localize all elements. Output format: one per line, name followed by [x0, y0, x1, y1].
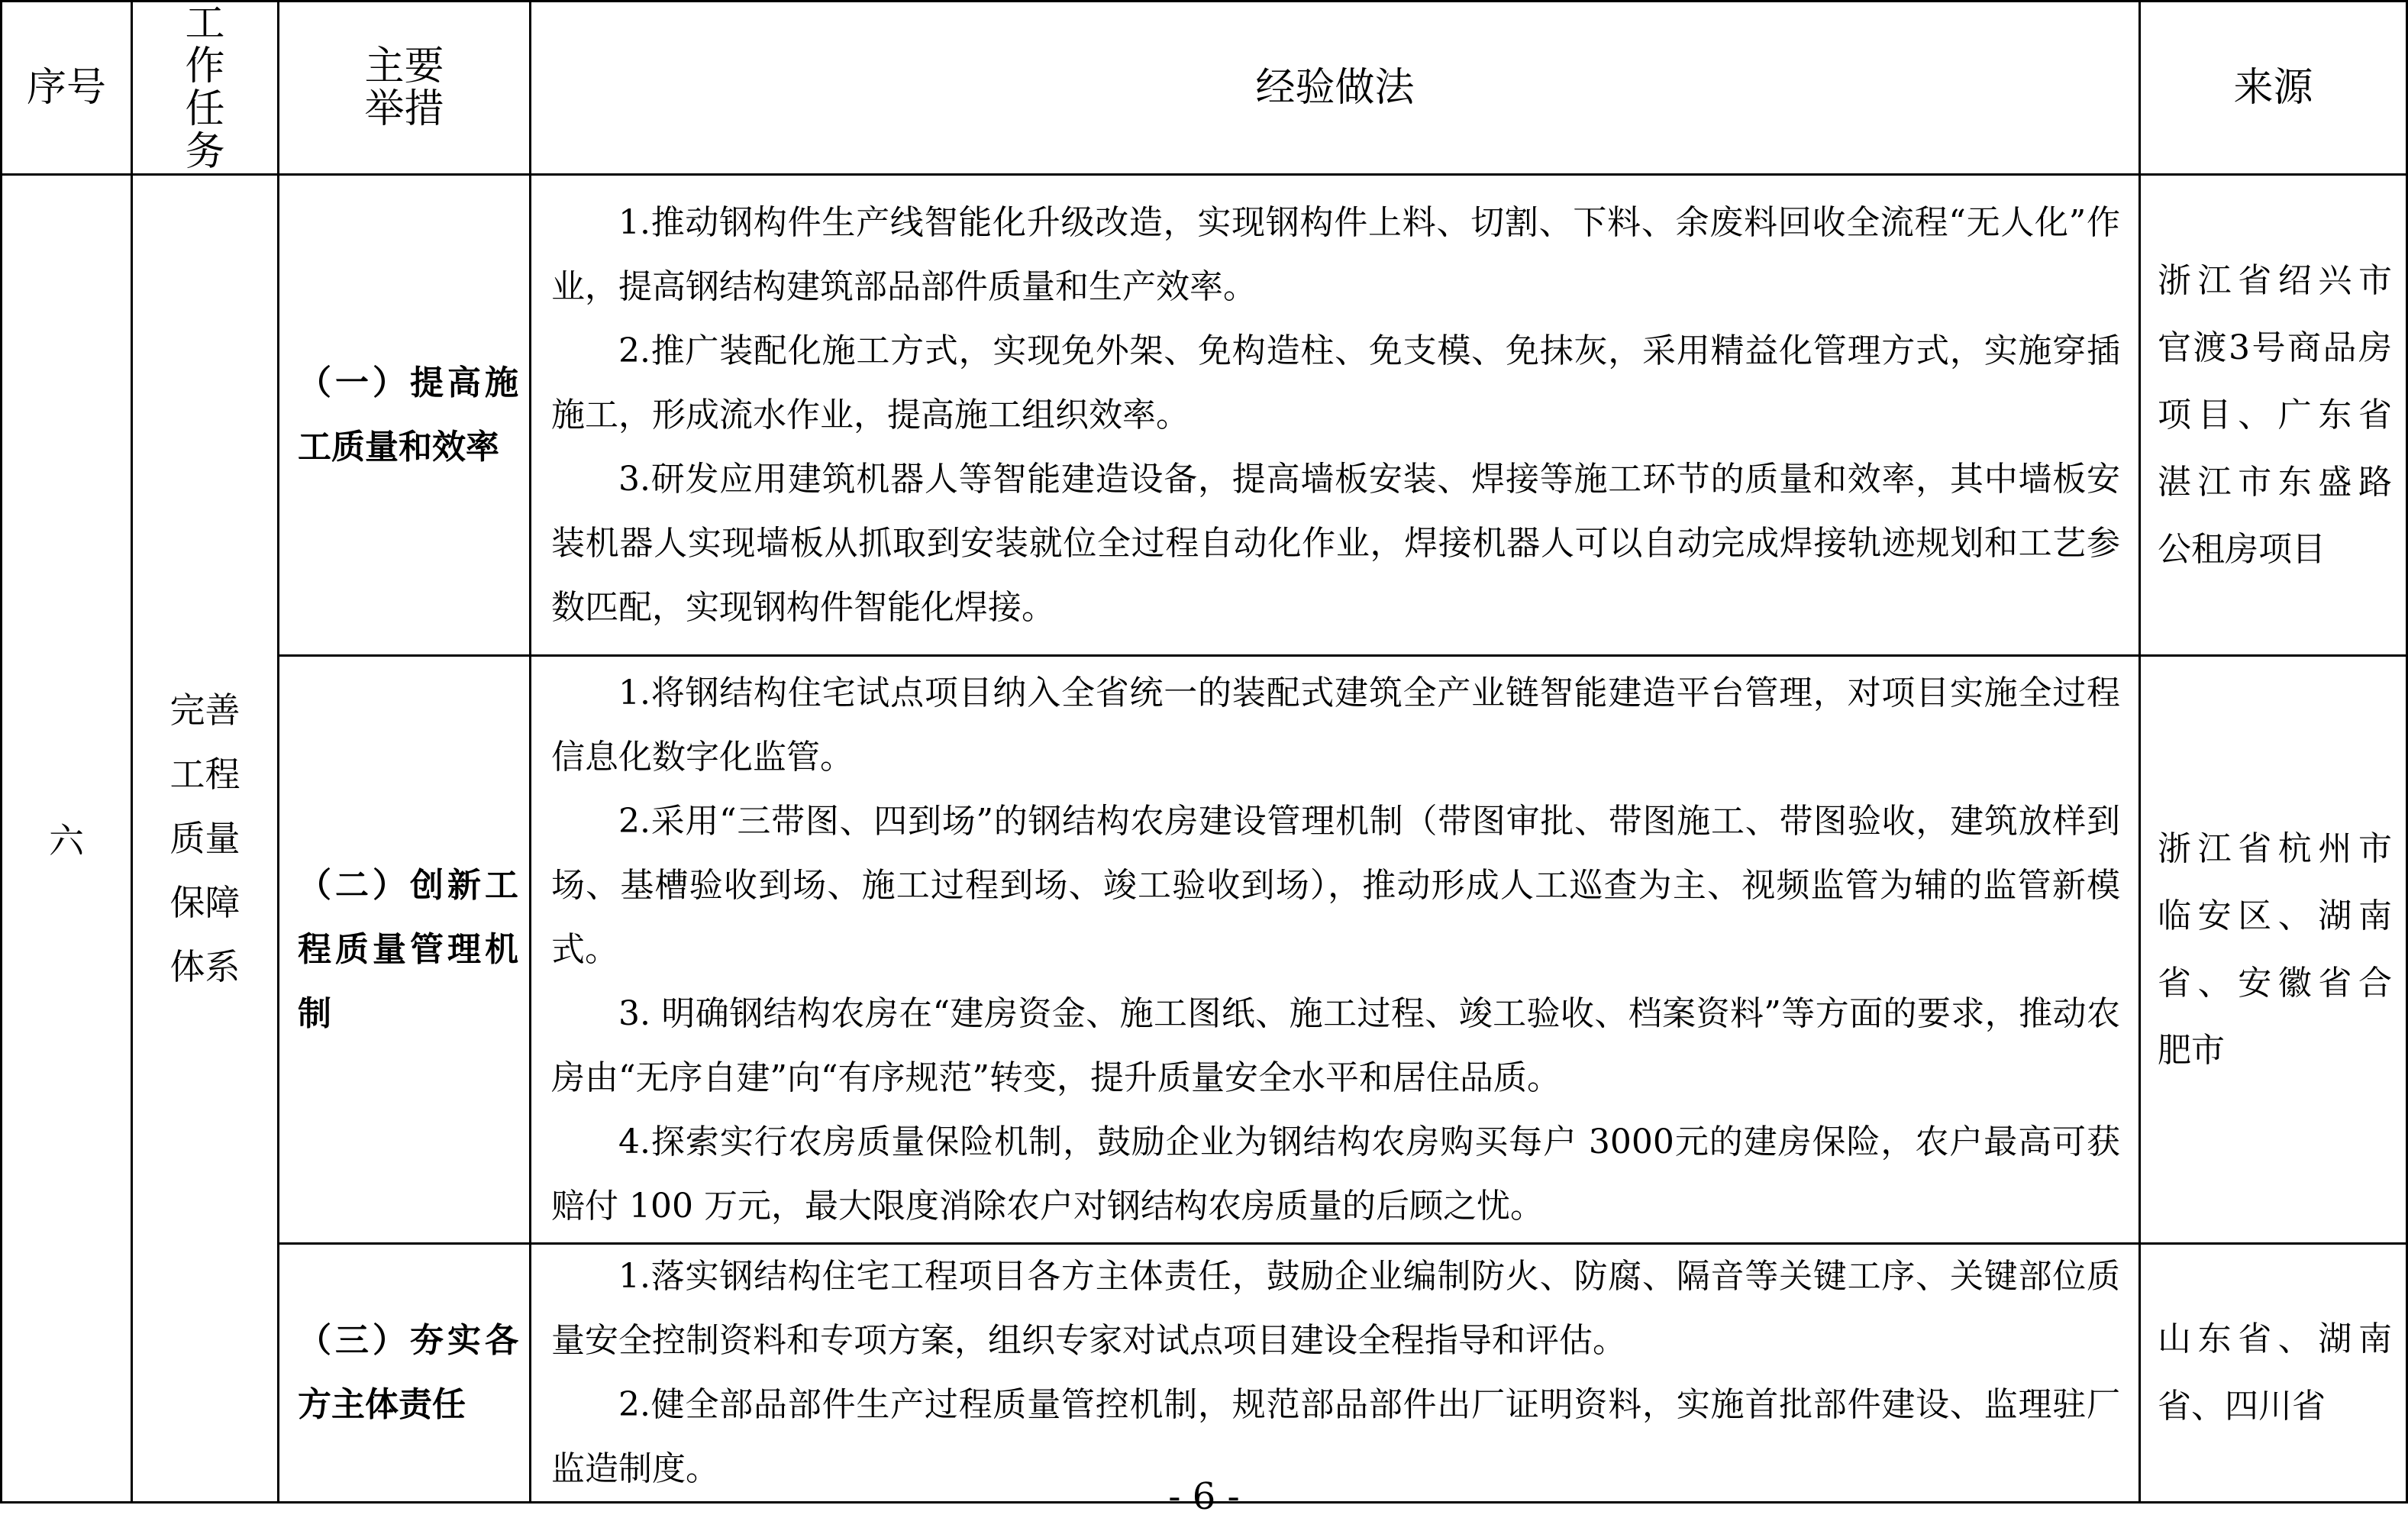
header-practice: 经验做法 [531, 2, 2140, 175]
practice-item: 1.将钢结构住宅试点项目纳入全省统一的装配式建筑全产业链智能建造平台管理，对项目实施全过程信息化数字化监管。 [551, 673, 2120, 777]
task-cell [132, 175, 279, 1503]
source-cell: 浙江省绍兴市官渡3号商品房项目、广东省湛江市东盛路公租房项目 [2140, 175, 2407, 656]
header-serial: 序号 [2, 2, 132, 175]
practice-item: 2.健全部品部件生产过程质量管控机制，规范部品部件出厂证明资料，实施首批部件建设、监理驻厂监造制度。 [551, 1385, 2120, 1488]
task-line: 工程 [169, 754, 240, 795]
practice-item: 4.探索实行农房质量保险机制，鼓励企业为钢结构农房购买每户 3000元的建房保险，农户最高可获赔付 100 万元，最大限度消除农户对钢结构农房质量的后顾之忧。 [551, 1122, 2120, 1226]
practice-item: 3.研发应用建筑机器人等智能建造设备，提高墙板安装、焊接等施工环节的质量和效率，其中墙板安装机器人实现墙板从抓取到安装就位全过程自动化作业，焊接机器人可以自动完成焊接轨迹规划和工艺参数匹配，实现钢构件智能化焊接。 [551, 459, 2120, 627]
task-line: 保障 [169, 882, 240, 923]
task-line: 质量 [169, 818, 240, 859]
measure-cell: （一）提高施工质量和效率 [279, 175, 531, 656]
table-row [2, 175, 2407, 656]
task-line: 完善 [169, 690, 240, 731]
source-cell: 山东省、湖南省、四川省 [2140, 1244, 2407, 1503]
header-source: 来源 [2140, 2, 2407, 175]
measure-cell: （二）创新工程质量管理机制 [279, 656, 531, 1244]
practice-cell [531, 656, 2140, 1244]
practice-item: 2.采用“三带图、四到场”的钢结构农房建设管理机制（带图审批、带图施工、带图验收，建筑放样到场、基槽验收到场、施工过程到场、竣工验收到场），推动形成人工巡查为主、视频监管为辅的监管新模式。 [551, 801, 2120, 969]
practice-item: 1.推动钢构件生产线智能化升级改造，实现钢构件上料、切割、下料、余废料回收全流程“无人化”作业，提高钢结构建筑部品部件质量和生产效率。 [551, 202, 2120, 306]
practice-item: 2.推广装配化施工方式，实现免外架、免构造柱、免支模、免抹灰，采用精益化管理方式，实施穿插施工，形成流水作业，提高施工组织效率。 [551, 331, 2120, 434]
task-line: 体系 [169, 946, 240, 987]
table-header-row [2, 2, 2407, 175]
page-number: - 6 - [1168, 1475, 1240, 1518]
table-row [2, 1244, 2407, 1503]
practice-item: 3. 明确钢结构农房在“建房资金、施工图纸、施工过程、竣工验收、档案资料”等方面的要求，推动农房由“无序自建”向“有序规范”转变，提升质量安全水平和居住品质。 [551, 993, 2120, 1097]
measure-cell: （三）夯实各方主体责任 [279, 1244, 531, 1503]
source-cell: 浙江省杭州市临安区、湖南省、安徽省合肥市 [2140, 656, 2407, 1244]
practice-cell [531, 175, 2140, 656]
table-row [2, 656, 2407, 1244]
practice-item: 1.落实钢结构住宅工程项目各方主体责任，鼓励企业编制防火、防腐、隔音等关键工序、关键部位质量安全控制资料和专项方案，组织专家对试点项目建设全程指导和评估。 [551, 1257, 2120, 1360]
header-measure: 主要举措 [279, 2, 531, 175]
practice-cell [531, 1244, 2140, 1503]
header-task: 工作任务 [132, 2, 279, 175]
serial-cell: 六 [2, 175, 132, 1503]
